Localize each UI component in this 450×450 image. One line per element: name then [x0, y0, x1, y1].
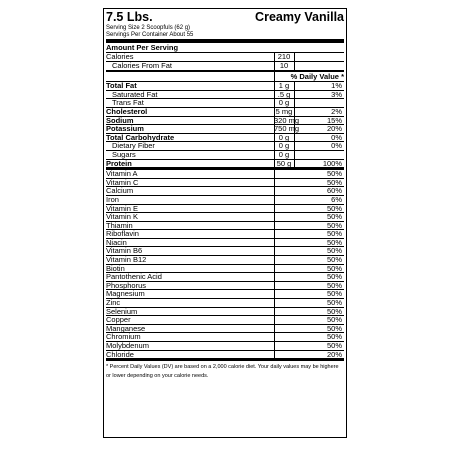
column-rule [274, 72, 275, 81]
column-rule [274, 308, 275, 316]
vitamin-label: Thiamin [106, 220, 133, 230]
vitamin-row [106, 230, 344, 239]
column-rule [274, 134, 275, 142]
vitamin-row [106, 290, 344, 299]
vitamin-daily-value: 50% [326, 220, 342, 230]
column-rule [274, 160, 275, 168]
servings-per-container: Servings Per Container About 55 [106, 32, 194, 38]
vitamin-row [106, 256, 344, 265]
column-rule [274, 342, 275, 350]
nutrient-label: Saturated Fat [112, 89, 158, 99]
vitamin-label: Selenium [106, 306, 138, 316]
vitamin-label: Chromium [106, 332, 141, 342]
column-rule [274, 142, 275, 150]
flavor-name: Creamy Vanilla [255, 10, 344, 24]
column-rule [274, 333, 275, 341]
vitamin-label: Riboflavin [106, 229, 139, 239]
footnote: * Percent Daily Values (DV) are based on a 2,000 calorie diet. Your daily values may be highere or lower depending on your calorie needs. [106, 364, 339, 380]
vitamin-daily-value: 50% [326, 272, 342, 282]
amount-per-serving: Amount Per Serving [106, 43, 344, 53]
nutrient-amount: 0 g [278, 149, 290, 159]
nutrient-amount: 5 mg [275, 106, 293, 116]
macronutrient-list [106, 82, 344, 168]
nutrient-label: Trans Fat [112, 98, 144, 108]
vitamin-label: Niacin [106, 237, 127, 247]
vitamin-daily-value: 50% [326, 169, 342, 179]
vitamin-daily-value: 50% [326, 237, 342, 247]
vitamin-label: Molybdenum [106, 341, 149, 350]
vitamin-daily-value: 50% [326, 298, 342, 308]
nutrient-label: Cholesterol [106, 106, 148, 116]
calories-fat-label: Calories From Fat [112, 60, 173, 70]
vitamin-row [106, 213, 344, 222]
vitamin-daily-value: 6% [331, 194, 342, 204]
calories-fat-value: 10 [279, 60, 289, 70]
daily-value-header [106, 72, 344, 82]
column-rule [274, 151, 275, 159]
nutrient-label: Total Fat [106, 81, 137, 91]
column-rule [274, 82, 275, 90]
vitamin-daily-value: 50% [326, 315, 342, 325]
column-rule [274, 247, 275, 255]
nutrient-daily-value: 20% [326, 124, 342, 134]
column-rule [274, 99, 275, 107]
column-rule [294, 82, 295, 90]
nutrient-daily-value: 0% [331, 132, 342, 142]
vitamin-label: Chloride [106, 349, 134, 359]
container-size: 7.5 Lbs. [106, 10, 153, 24]
column-rule [274, 62, 275, 71]
vitamin-daily-value: 60% [326, 186, 342, 196]
vitamin-row [106, 170, 344, 179]
nutrient-amount: 1 g [278, 81, 290, 91]
vitamin-daily-value: 50% [326, 306, 342, 316]
nutrient-amount: 320 mg [274, 115, 300, 125]
nutrient-daily-value: 100% [322, 158, 342, 168]
column-rule [274, 230, 275, 238]
serving-size: Serving Size 2 Scoopfuls (62 g) [106, 25, 191, 31]
vitamin-label: Calcium [106, 186, 134, 196]
column-rule [274, 170, 275, 178]
column-rule [274, 273, 275, 281]
nutrient-label: Sodium [106, 115, 134, 125]
nutrient-label: Dietary Fiber [112, 141, 155, 151]
vitamin-label: Vitamin E [106, 203, 138, 213]
vitamin-daily-value: 50% [326, 332, 342, 342]
vitamin-label: Iron [106, 194, 119, 204]
column-rule [294, 53, 295, 61]
vitamin-label: Biotin [106, 263, 125, 273]
vitamin-daily-value: 50% [326, 203, 342, 213]
vitamin-row [106, 205, 344, 214]
column-rule [294, 125, 295, 133]
label-header [106, 10, 344, 25]
column-rule [274, 117, 275, 125]
nutrient-amount: 0 g [278, 132, 290, 142]
nutrient-row [106, 151, 344, 160]
vitamin-daily-value: 50% [326, 177, 342, 187]
nutrient-amount: .5 g [277, 89, 291, 99]
column-rule [274, 196, 275, 204]
nutrient-label: Sugars [112, 149, 136, 159]
column-rule [274, 265, 275, 273]
nutrient-label: Total Carbohydrate [106, 132, 175, 142]
nutrient-daily-value: 15% [326, 115, 342, 125]
column-rule [274, 179, 275, 187]
nutrition-facts-panel [103, 8, 347, 438]
nutrient-daily-value: 1% [331, 81, 342, 91]
column-rule [274, 351, 275, 359]
column-rule [294, 160, 295, 168]
column-rule [294, 108, 295, 116]
vitamin-row [106, 308, 344, 317]
column-rule [294, 117, 295, 125]
column-rule [294, 62, 295, 71]
column-rule [294, 99, 295, 107]
nutrient-row [106, 108, 344, 117]
vitamin-row [106, 325, 344, 334]
column-rule [274, 299, 275, 307]
column-rule [274, 205, 275, 213]
column-rule [274, 125, 275, 133]
vitamin-daily-value: 50% [326, 246, 342, 256]
column-rule [294, 142, 295, 150]
vitamin-label: Pantothenic Acid [106, 272, 162, 282]
column-rule [274, 91, 275, 99]
vitamin-row [106, 299, 344, 308]
column-rule [294, 91, 295, 99]
vitamin-label: Vitamin K [106, 212, 138, 222]
vitamin-row [106, 351, 344, 360]
column-rule [274, 108, 275, 116]
column-rule [274, 282, 275, 290]
column-rule [294, 151, 295, 159]
daily-value-header-text: % Daily Value * [290, 72, 344, 82]
nutrient-label: Protein [106, 158, 132, 168]
nutrient-amount: 0 g [278, 141, 290, 151]
column-rule [274, 316, 275, 324]
nutrient-label: Potassium [106, 124, 144, 134]
column-rule [274, 325, 275, 333]
vitamin-label: Manganese [106, 323, 146, 333]
vitamin-label: Vitamin B12 [106, 255, 147, 265]
calories-value: 210 [277, 52, 291, 61]
calories-label: Calories [106, 52, 134, 61]
vitamin-label: Vitamin B6 [106, 246, 143, 256]
vitamin-row [106, 179, 344, 188]
nutrient-amount: 50 g [276, 158, 292, 168]
nutrient-row [106, 160, 344, 169]
nutrient-daily-value: 0% [331, 141, 342, 151]
nutrient-amount: 0 g [278, 98, 290, 108]
nutrient-daily-value: 2% [331, 106, 342, 116]
column-rule [274, 222, 275, 230]
vitamin-mineral-list [106, 170, 344, 359]
column-rule [274, 53, 275, 61]
column-rule [274, 213, 275, 221]
vitamin-daily-value: 50% [326, 341, 342, 350]
vitamin-label: Magnesium [106, 289, 145, 299]
vitamin-daily-value: 50% [326, 229, 342, 239]
column-rule [274, 256, 275, 264]
column-rule [294, 134, 295, 142]
vitamin-label: Zinc [106, 298, 121, 308]
vitamin-daily-value: 50% [326, 255, 342, 265]
vitamin-label: Copper [106, 315, 131, 325]
vitamin-daily-value: 50% [326, 263, 342, 273]
column-rule [274, 239, 275, 247]
vitamin-daily-value: 50% [326, 323, 342, 333]
vitamin-label: Vitamin A [106, 169, 138, 179]
vitamin-daily-value: 50% [326, 212, 342, 222]
vitamin-daily-value: 50% [326, 289, 342, 299]
vitamin-daily-value: 20% [326, 349, 342, 359]
calories-fat-row [106, 62, 344, 71]
vitamin-row [106, 196, 344, 205]
vitamin-daily-value: 50% [326, 280, 342, 290]
nutrient-daily-value: 3% [331, 89, 342, 99]
nutrient-row [106, 142, 344, 151]
vitamin-row [106, 187, 344, 196]
column-rule [274, 290, 275, 298]
vitamin-label: Phosphorus [106, 280, 147, 290]
nutrient-amount: 750 mg [274, 124, 300, 134]
column-rule [274, 187, 275, 195]
vitamin-row [106, 222, 344, 231]
vitamin-label: Vitamin C [106, 177, 139, 187]
vitamin-row [106, 342, 344, 351]
